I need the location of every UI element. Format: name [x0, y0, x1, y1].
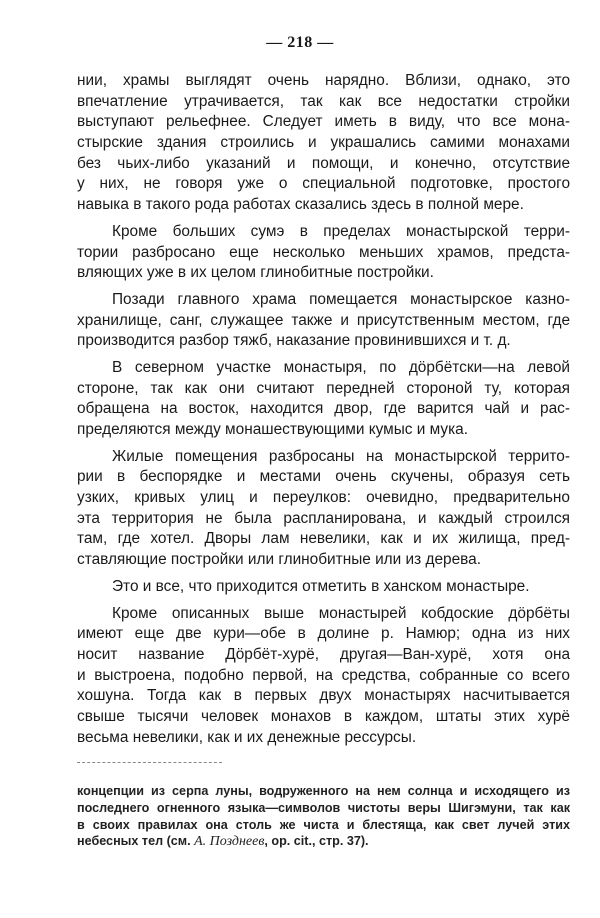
footnote-author: А. Позднеев [194, 834, 265, 850]
text-line: нии, храмы выглядят очень нарядно. Вблизи, однако, это [77, 72, 570, 89]
text-line: без чьих-либо указаний и помощи, и конечно, отсутствие [77, 154, 570, 172]
text-line: Жилые помещения разбросаны на монастырской террито- [112, 447, 570, 465]
text-line: В северном участке монастыря, по дöрбётски—на левой [112, 358, 570, 376]
footnote-text: небесных тел (см. [77, 834, 195, 849]
text-line: узких, кривых улиц и переулков: очевидно, предварительно [77, 489, 570, 507]
text-line: весьма невелики, как и их денежные рессурсы. [77, 728, 417, 746]
page-number: — 218 — [266, 34, 334, 51]
text-line: производится разбор тяжб, наказание провинившихся и т. д. [77, 332, 511, 350]
text-line: Кроме больших сумэ в пределах монастырской терри- [112, 222, 570, 240]
text-line: стырские здания строились и украшались самими монахами [77, 134, 570, 152]
footnote-line: последнего огненного языка—символов чистоты веры Шигэмуни, так как [77, 800, 570, 815]
footnote [77, 783, 570, 850]
text-line: и выстроена, подобно первой, на средства, собранные со всего [77, 666, 570, 684]
text-line: Позади главного храма помещается монастырское казно- [112, 290, 570, 308]
text-line: рии в беспорядке и местами очень скучены, образуя сеть [77, 468, 570, 486]
text-line: стороне, так как они считают передней стороной ту, которая [77, 379, 570, 397]
paragraph [77, 358, 570, 441]
text-line: хошуна. Тогда как в первых двух монастырях насчитывается [77, 687, 570, 705]
paragraph [77, 577, 570, 598]
footnote-line [77, 833, 570, 850]
text-line: Кроме описанных выше монастырей кобдоские дöрбёты [112, 604, 570, 622]
footnote-separator [77, 762, 222, 763]
text-line: обращена на восток, находится двор, где варится чай и рас- [77, 400, 570, 418]
text-line: хранилище, санг, служащее также и присутственным местом, где [77, 311, 570, 329]
paragraph [77, 222, 570, 284]
footnote-line: концепции из серпа луны, водруженного на нем солнца и исходящего из [77, 784, 570, 798]
footnote-text: , op. cit., стр. 37). [264, 834, 369, 849]
text-line: эта территория не была распланирована, и каждый строился [77, 509, 570, 527]
footnote-line: в своих правилах она столь же чиста и блестяща, как свет лучей этих [77, 817, 570, 832]
text-line: ставляющие постройки или глинобитные или из дерева. [77, 551, 481, 569]
paragraph [77, 604, 570, 749]
text-line: тории разбросано еще несколько меньших храмов, предста- [77, 243, 570, 261]
paragraph [77, 290, 570, 352]
text-line: имеют еще две кури—обе в долине р. Намюр; одна из них [77, 625, 570, 643]
text-line: Это и все, что приходится отметить в ханском монастыре. [112, 577, 530, 595]
text-line: носит название Дöрбёт-хурё, другая—Ван-хурё, хотя она [77, 645, 570, 663]
text-line: пределяются между монашествующими кумыс и мука. [77, 421, 468, 438]
text-line: навыка в такого рода работах сказались здесь в полной мере. [77, 196, 524, 214]
paragraph [77, 447, 570, 571]
text-line: там, где хотел. Дворы лам невелики, как и их жилища, пред- [77, 530, 570, 548]
text-line: у них, не говоря уже о специальной подготовке, простого [77, 175, 570, 193]
text-line: впечатление утрачивается, так как все недостатки стройки [77, 92, 570, 110]
text-line: вляющих уже в их целом глинобитные постройки. [77, 264, 434, 282]
text-line: свыше тысячи человек монахов в каждом, штаты этих хурё [77, 707, 570, 725]
text-line: выступают рельефнее. Следует иметь в виду, что все мона- [77, 113, 570, 131]
body-text [77, 71, 570, 754]
paragraph [77, 71, 570, 216]
